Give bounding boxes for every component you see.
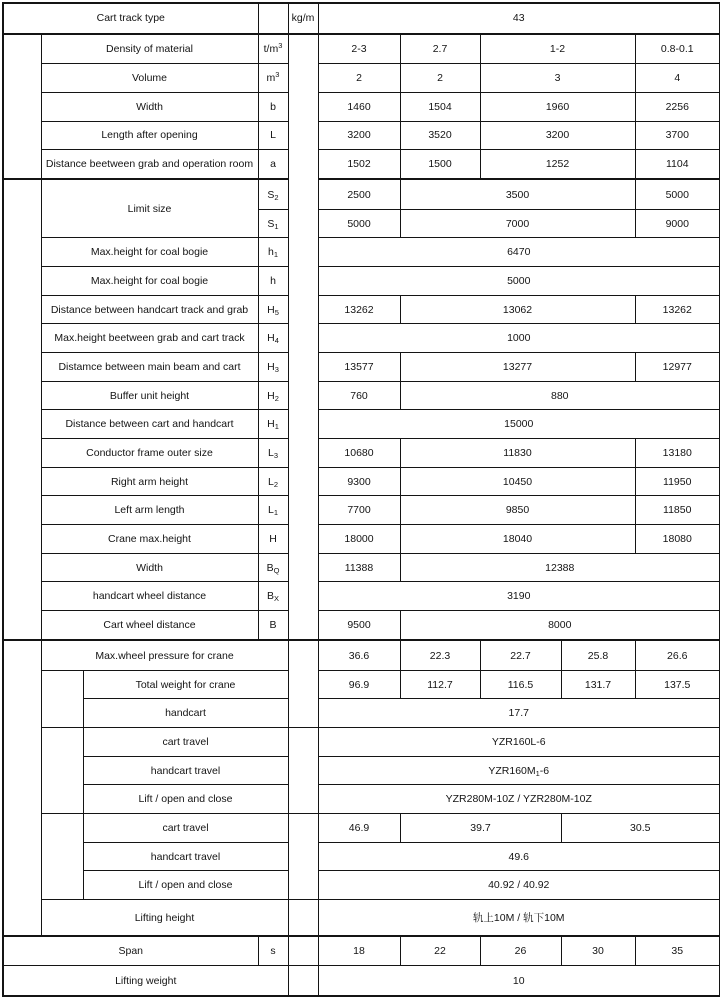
symbol: $S_2$ bbox=[258, 179, 288, 209]
row-label: Max.height beetween grab and cart track bbox=[41, 324, 258, 353]
table-row bbox=[3, 324, 720, 353]
table-row bbox=[3, 295, 720, 324]
value: 40.92 / 40.92 bbox=[318, 871, 720, 900]
spacer bbox=[288, 936, 318, 966]
value: 18080 bbox=[635, 525, 720, 554]
value: YZR160L-6 bbox=[318, 728, 720, 757]
row-label: Lift / open and close bbox=[83, 785, 288, 814]
symbol: $H_3$ bbox=[258, 353, 288, 382]
value: 9850 bbox=[400, 496, 635, 525]
spacer bbox=[3, 34, 41, 180]
row-label: handcart travel bbox=[83, 756, 288, 785]
value: 35 bbox=[635, 936, 720, 966]
value: 2 bbox=[400, 64, 480, 93]
value: 5000 bbox=[318, 267, 720, 296]
row-label: Cart wheel distance bbox=[41, 611, 258, 641]
row-label: Distance beetween grab and operation room bbox=[41, 150, 258, 180]
spacer bbox=[288, 966, 318, 996]
value: 39.7 bbox=[400, 814, 561, 843]
symbol: $L_1$ bbox=[258, 496, 288, 525]
symbol: $h_1$ bbox=[258, 238, 288, 267]
table-row bbox=[3, 410, 720, 439]
value: 18040 bbox=[400, 525, 635, 554]
value: 5000 bbox=[318, 209, 400, 238]
value: YZR280M-10Z / YZR280M-10Z bbox=[318, 785, 720, 814]
value: 1504 bbox=[400, 92, 480, 121]
value: 9000 bbox=[635, 209, 720, 238]
value: 137.5 bbox=[635, 670, 720, 699]
value: 10450 bbox=[400, 467, 635, 496]
row-label: Left arm length bbox=[41, 496, 258, 525]
symbol: h bbox=[258, 267, 288, 296]
row-label: Distance between cart and handcart bbox=[41, 410, 258, 439]
value: 10680 bbox=[318, 439, 400, 468]
value: 96.9 bbox=[318, 670, 400, 699]
table-row bbox=[3, 64, 720, 93]
table-row bbox=[3, 611, 720, 641]
row-label: Span bbox=[3, 936, 258, 966]
value: 3700 bbox=[635, 121, 720, 150]
value: 1502 bbox=[318, 150, 400, 180]
row-label: Cart track type bbox=[3, 3, 258, 34]
value: 3200 bbox=[318, 121, 400, 150]
table-row bbox=[3, 936, 720, 966]
value: 7700 bbox=[318, 496, 400, 525]
value: 13062 bbox=[400, 295, 635, 324]
value: 1104 bbox=[635, 150, 720, 180]
symbol: H bbox=[258, 525, 288, 554]
value: 3520 bbox=[400, 121, 480, 150]
symbol: $t/m^3$ bbox=[258, 34, 288, 64]
table-row bbox=[3, 842, 720, 871]
table-row bbox=[3, 699, 720, 728]
table-row bbox=[3, 728, 720, 757]
table-row bbox=[3, 496, 720, 525]
value: 43 bbox=[318, 3, 720, 34]
value: 3500 bbox=[400, 179, 635, 209]
spacer bbox=[3, 179, 41, 640]
symbol: a bbox=[258, 150, 288, 180]
table-row bbox=[3, 353, 720, 382]
value: 26.6 bbox=[635, 640, 720, 670]
value: 13277 bbox=[400, 353, 635, 382]
row-label: Conductor frame outer size bbox=[41, 439, 258, 468]
value: 36.6 bbox=[318, 640, 400, 670]
spacer bbox=[41, 670, 83, 727]
table-row bbox=[3, 553, 720, 582]
unit: kg/m bbox=[288, 3, 318, 34]
value: 2 bbox=[318, 64, 400, 93]
table-row bbox=[3, 756, 720, 785]
spacer bbox=[288, 640, 318, 727]
value: 5000 bbox=[635, 179, 720, 209]
row-label: Right arm height bbox=[41, 467, 258, 496]
row-label: Lifting weight bbox=[3, 966, 288, 996]
value: 46.9 bbox=[318, 814, 400, 843]
table-row bbox=[3, 121, 720, 150]
table-row bbox=[3, 150, 720, 180]
value: 1460 bbox=[318, 92, 400, 121]
row-label: Distance between handcart track and grab bbox=[41, 295, 258, 324]
value: 18 bbox=[318, 936, 400, 966]
table-row bbox=[3, 381, 720, 410]
value: 26 bbox=[480, 936, 561, 966]
value: 22.7 bbox=[480, 640, 561, 670]
table-row bbox=[3, 3, 720, 34]
table-row bbox=[3, 34, 720, 64]
value: 2-3 bbox=[318, 34, 400, 64]
table-row bbox=[3, 871, 720, 900]
row-label: Width bbox=[41, 553, 258, 582]
row-label: handcart bbox=[83, 699, 288, 728]
value: 13262 bbox=[635, 295, 720, 324]
table-row bbox=[3, 92, 720, 121]
row-label: Limit size bbox=[41, 179, 258, 237]
table-row bbox=[3, 785, 720, 814]
symbol: $H_4$ bbox=[258, 324, 288, 353]
value: 22.3 bbox=[400, 640, 480, 670]
table-row bbox=[3, 238, 720, 267]
value: 11950 bbox=[635, 467, 720, 496]
spacer bbox=[288, 34, 318, 641]
spec-table bbox=[2, 2, 720, 997]
row-label: Length after opening bbox=[41, 121, 258, 150]
value: 30.5 bbox=[561, 814, 720, 843]
table-row bbox=[3, 439, 720, 468]
symbol: $B_Q$ bbox=[258, 553, 288, 582]
symbol: s bbox=[258, 936, 288, 966]
symbol: $B_X$ bbox=[258, 582, 288, 611]
value: 11388 bbox=[318, 553, 400, 582]
value: 3 bbox=[480, 64, 635, 93]
table-row bbox=[3, 582, 720, 611]
symbol: b bbox=[258, 92, 288, 121]
table-row bbox=[3, 966, 720, 996]
row-label: cart travel bbox=[83, 728, 288, 757]
spacer bbox=[258, 3, 288, 34]
value: 2500 bbox=[318, 179, 400, 209]
value: 2256 bbox=[635, 92, 720, 121]
table-row bbox=[3, 525, 720, 554]
value: 12388 bbox=[400, 553, 720, 582]
value: 1500 bbox=[400, 150, 480, 180]
value: 1252 bbox=[480, 150, 635, 180]
value: $YZR160M_1-6$ bbox=[318, 756, 720, 785]
value: 25.8 bbox=[561, 640, 635, 670]
value: 15000 bbox=[318, 410, 720, 439]
value: 9300 bbox=[318, 467, 400, 496]
value: 760 bbox=[318, 381, 400, 410]
row-label: Lift / open and close bbox=[83, 871, 288, 900]
value: 9500 bbox=[318, 611, 400, 641]
value: 22 bbox=[400, 936, 480, 966]
value: 11830 bbox=[400, 439, 635, 468]
spacer bbox=[41, 814, 83, 900]
spacer bbox=[41, 728, 83, 814]
value: 1-2 bbox=[480, 34, 635, 64]
row-label: cart travel bbox=[83, 814, 288, 843]
value: 11850 bbox=[635, 496, 720, 525]
value: 30 bbox=[561, 936, 635, 966]
value: 2.7 bbox=[400, 34, 480, 64]
value: 0.8-0.1 bbox=[635, 34, 720, 64]
table-row bbox=[3, 900, 720, 936]
row-label: Max.height for coal bogie bbox=[41, 267, 258, 296]
value: 880 bbox=[400, 381, 720, 410]
value: 10 bbox=[318, 966, 720, 996]
value: 49.6 bbox=[318, 842, 720, 871]
row-label: Crane max.height bbox=[41, 525, 258, 554]
row-label: Lifting height bbox=[41, 900, 288, 936]
value: 13262 bbox=[318, 295, 400, 324]
row-label: Density of material bbox=[41, 34, 258, 64]
value: 131.7 bbox=[561, 670, 635, 699]
spacer bbox=[288, 900, 318, 936]
value: 18000 bbox=[318, 525, 400, 554]
symbol: $H_2$ bbox=[258, 381, 288, 410]
spacer bbox=[288, 814, 318, 900]
value: 17.7 bbox=[318, 699, 720, 728]
value: 1000 bbox=[318, 324, 720, 353]
value: 6470 bbox=[318, 238, 720, 267]
row-label: Max.height for coal bogie bbox=[41, 238, 258, 267]
table-row bbox=[3, 267, 720, 296]
spacer bbox=[288, 728, 318, 814]
row-label: Buffer unit height bbox=[41, 381, 258, 410]
symbol: $L_3$ bbox=[258, 439, 288, 468]
row-label: Volume bbox=[41, 64, 258, 93]
value: 12977 bbox=[635, 353, 720, 382]
value: 4 bbox=[635, 64, 720, 93]
symbol: L bbox=[258, 121, 288, 150]
value: 13577 bbox=[318, 353, 400, 382]
symbol: $S_1$ bbox=[258, 209, 288, 238]
value: 8000 bbox=[400, 611, 720, 641]
row-label: Width bbox=[41, 92, 258, 121]
spacer bbox=[3, 640, 41, 936]
row-label: Total weight for crane bbox=[83, 670, 288, 699]
value: 116.5 bbox=[480, 670, 561, 699]
value: 13180 bbox=[635, 439, 720, 468]
symbol: $H_1$ bbox=[258, 410, 288, 439]
value: 7000 bbox=[400, 209, 635, 238]
symbol: $m^3$ bbox=[258, 64, 288, 93]
table-row bbox=[3, 179, 720, 209]
value: 112.7 bbox=[400, 670, 480, 699]
value: 3190 bbox=[318, 582, 720, 611]
row-label: Distamce between main beam and cart bbox=[41, 353, 258, 382]
row-label: handcart wheel distance bbox=[41, 582, 258, 611]
table-row bbox=[3, 814, 720, 843]
table-row bbox=[3, 670, 720, 699]
value: 轨上10M / 轨下10M bbox=[318, 900, 720, 936]
value: 1960 bbox=[480, 92, 635, 121]
symbol: $H_5$ bbox=[258, 295, 288, 324]
symbol: B bbox=[258, 611, 288, 641]
symbol: $L_2$ bbox=[258, 467, 288, 496]
value: 3200 bbox=[480, 121, 635, 150]
table-row bbox=[3, 467, 720, 496]
row-label: Max.wheel pressure for crane bbox=[41, 640, 288, 670]
table-row bbox=[3, 640, 720, 670]
row-label: handcart travel bbox=[83, 842, 288, 871]
